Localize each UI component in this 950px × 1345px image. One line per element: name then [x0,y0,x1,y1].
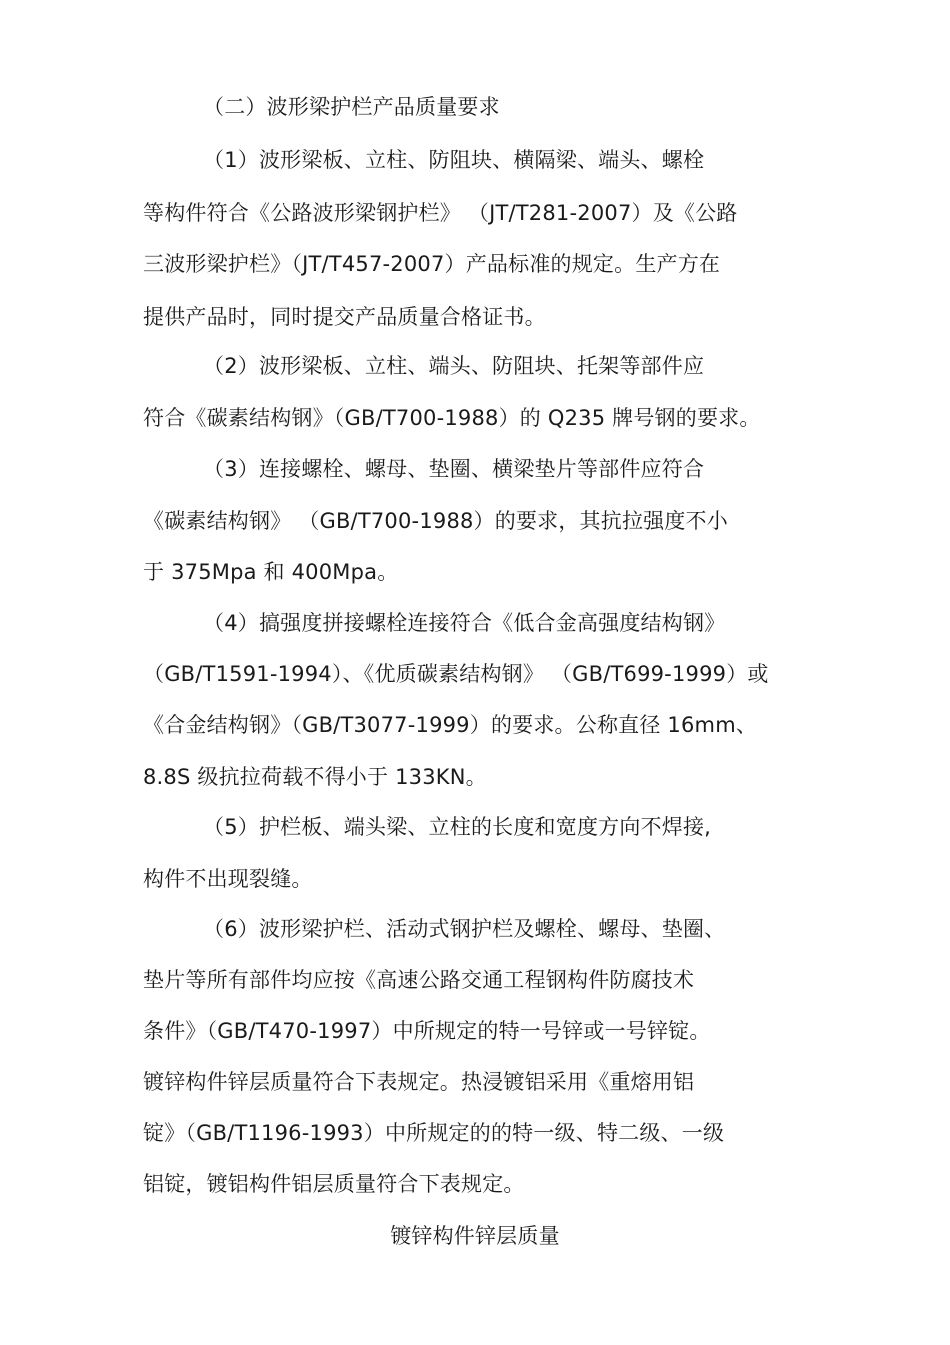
paragraph-4-line-3: 《合金结构钢》（GB/T3077-1999）的要求。公称直径 16mm、 [143,713,758,737]
paragraph-6-line-6: 铝锭，镀铝构件铝层质量符合下表规定。 [143,1172,525,1196]
paragraph-1-line-2: 等构件符合《公路波形梁钢护栏》 （JT/T281-2007）及《公路 [143,201,738,225]
paragraph-5-line-2: 构件不出现裂缝。 [143,867,313,891]
paragraph-2-line-1: （2）波形梁板、立柱、端头、防阻块、托架等部件应 [203,354,705,378]
paragraph-3-line-3: 于 375Mpa 和 400Mpa。 [143,560,399,584]
paragraph-6-line-5: 锭》（GB/T1196-1993）中所规定的的特一级、特二级、一级 [143,1121,725,1145]
paragraph-3-line-2: 《碳素结构钢》 （GB/T700-1988）的要求，其抗拉强度不小 [143,509,728,533]
paragraph-5-line-1: （5）护栏板、端头梁、立柱的长度和宽度方向不焊接, [203,815,712,839]
paragraph-4-line-2: （GB/T1591-1994）、《优质碳素结构钢》 （GB/T699-1999）或 [143,662,769,686]
paragraph-6-line-2: 垫片等所有部件均应按《高速公路交通工程钢构件防腐技术 [143,968,695,992]
paragraph-1-line-3: 三波形梁护栏》（JT/T457-2007）产品标准的规定。生产方在 [143,252,721,276]
table-caption: 镀锌构件锌层质量 [390,1224,560,1248]
paragraph-3-line-1: （3）连接螺栓、螺母、垫圈、横梁垫片等部件应符合 [203,457,705,481]
paragraph-2-line-2: 符合《碳素结构钢》（GB/T700-1988）的 Q235 牌号钢的要求。 [143,406,761,430]
paragraph-4-line-4: 8.8S 级抗拉荷载不得小于 133KN。 [143,765,487,789]
paragraph-1-line-1: （1）波形梁板、立柱、防阻块、横隔梁、端头、螺栓 [203,148,705,172]
paragraph-4-line-1: （4）搞强度拼接螺栓连接符合《低合金高强度结构钢》 [203,611,726,635]
section-heading: （二）波形梁护栏产品质量要求 [203,95,500,119]
paragraph-6-line-4: 镀锌构件锌层质量符合下表规定。热浸镀铝采用《重熔用铝 [143,1070,695,1094]
paragraph-1-line-4: 提供产品时，同时提交产品质量合格证书。 [143,305,546,329]
paragraph-6-line-3: 条件》（GB/T470-1997）中所规定的特一号锌或一号锌锭。 [143,1019,711,1043]
paragraph-6-line-1: （6）波形梁护栏、活动式钢护栏及螺栓、螺母、垫圈、 [203,917,726,941]
